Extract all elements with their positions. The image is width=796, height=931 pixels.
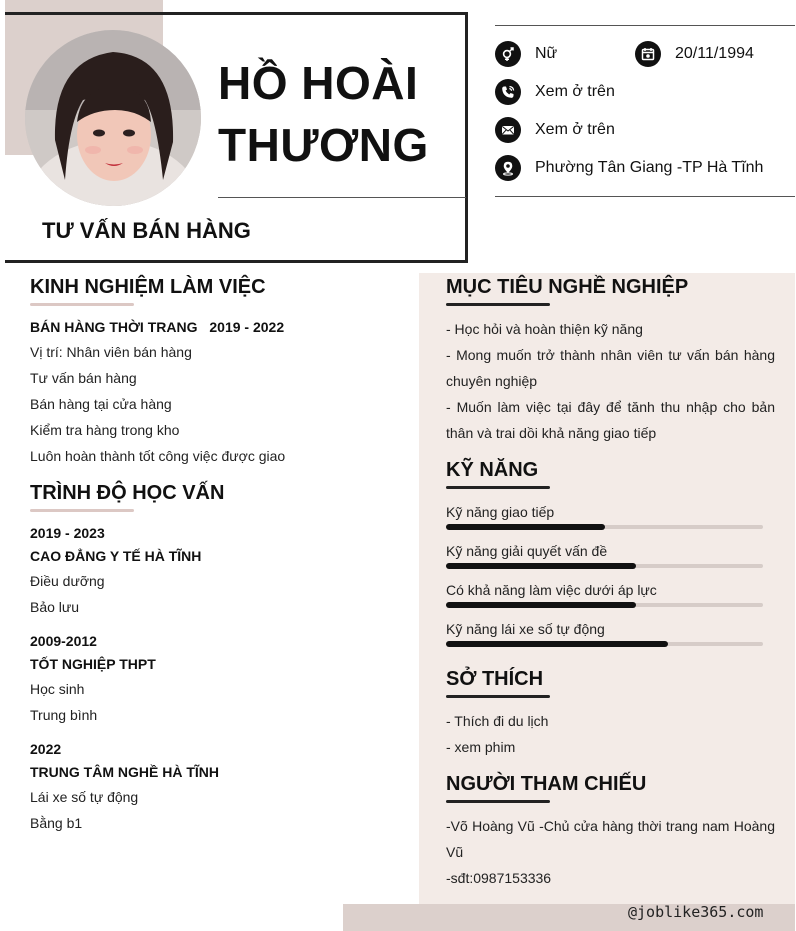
skill-label: Kỹ năng giải quyết vấn đề [446,543,608,559]
job-title: TƯ VẤN BÁN HÀNG [42,218,251,243]
education-grade: Bảo lưu [30,599,80,615]
experience-line: Kiểm tra hàng trong kho [30,422,180,438]
education-grade: Trung bình [30,707,98,723]
contact-gender [495,41,557,67]
references-heading: NGƯỜI THAM CHIẾU [446,773,647,795]
experience-company [30,319,284,335]
education-school: TỐT NGHIỆP THPT [30,656,156,672]
objective-heading-rule [446,303,550,306]
skill-bar-fill [446,602,636,608]
email-value: Xem ở trên [535,121,615,138]
education-period: 2009-2012 [30,633,97,649]
skill-bar-track [446,642,763,646]
objective-item: - Muốn làm việc tại đây để tănh thu nhập cho bản thân và trai dồi khả năng giao tiếp [446,399,775,441]
phone-value: Xem ở trên [535,83,615,100]
objective-item: - Học hỏi và hoàn thiện kỹ năng [446,321,643,337]
contact-phone [495,79,615,105]
skill-label: Kỹ năng giao tiếp [446,504,555,520]
education-period: 2019 - 2023 [30,525,105,541]
education-major: Lái xe số tự động [30,789,139,805]
reference-phone: -sđt:0987153336 [446,870,552,886]
education-heading: TRÌNH ĐỘ HỌC VẤN [30,482,225,504]
skill-bar-fill [446,641,668,647]
experience-period: 2019 - 2022 [209,319,285,335]
experience-company-name: BÁN HÀNG THỜI TRANG [30,319,198,335]
name-line-1: HỒ HOÀI [218,57,419,109]
education-major: Điều dưỡng [30,573,105,589]
portrait-image [25,30,201,206]
skill-bar-track [446,564,763,568]
education-heading-rule [30,509,134,512]
objective-item: - Mong muốn trở thành nhân viên tư vấn bán hàng chuyên nghiệp [446,347,775,389]
contact-bottom-divider [495,196,795,197]
watermark: @joblike365.com [628,903,764,921]
contact-address [495,155,763,181]
contact-top-divider [495,25,795,26]
education-grade: Bằng b1 [30,815,83,831]
experience-line: Luôn hoàn thành tốt công việc được giao [30,448,286,464]
objective-heading: MỤC TIÊU NGHỀ NGHIỆP [446,276,689,298]
experience-line: Vị trí: Nhân viên bán hàng [30,344,192,360]
hobby-item: - Thích đi du lịch [446,713,549,729]
name-line-2: THƯƠNG [218,119,429,171]
education-school: CAO ĐẲNG Y TẾ HÀ TĨNH [30,548,202,564]
contact-email [495,117,615,143]
hobbies-heading-rule [446,695,550,698]
experience-line: Tư vấn bán hàng [30,370,137,386]
hobby-item: - xem phim [446,739,516,755]
education-school: TRUNG TÂM NGHỀ HÀ TĨNH [30,764,219,780]
skills-heading: KỸ NĂNG [446,459,539,481]
avatar [25,30,201,206]
education-major: Học sinh [30,681,85,697]
skill-label: Kỹ năng lái xe số tự động [446,621,605,637]
birthday-value: 20/11/1994 [675,45,754,62]
experience-line: Bán hàng tại cửa hàng [30,396,172,412]
address-value: Phường Tân Giang -TP Hà Tĩnh [535,159,764,176]
name-divider [218,197,466,198]
skill-label: Có khả năng làm việc dưới áp lực [446,582,657,598]
hobbies-heading: SỞ THÍCH [446,668,544,690]
experience-heading: KINH NGHIỆM LÀM VIỆC [30,276,266,298]
phone-icon [495,79,521,105]
location-pin-icon [495,155,521,181]
skill-bar-track [446,525,763,529]
envelope-icon [495,117,521,143]
skills-heading-rule [446,486,550,489]
skill-bar-fill [446,524,605,530]
education-period: 2022 [30,741,62,757]
skill-bar-fill [446,563,636,569]
candidate-name [218,52,458,176]
experience-heading-rule [30,303,134,306]
references-heading-rule [446,800,550,803]
contact-birthday [635,41,754,67]
skill-bar-track [446,603,763,607]
gender-icon [495,41,521,67]
reference-person: -Võ Hoàng Vũ -Chủ cửa hàng thời trang nam Hoàng Vũ [446,818,775,860]
gender-value: Nữ [535,45,558,62]
calendar-icon [635,41,661,67]
